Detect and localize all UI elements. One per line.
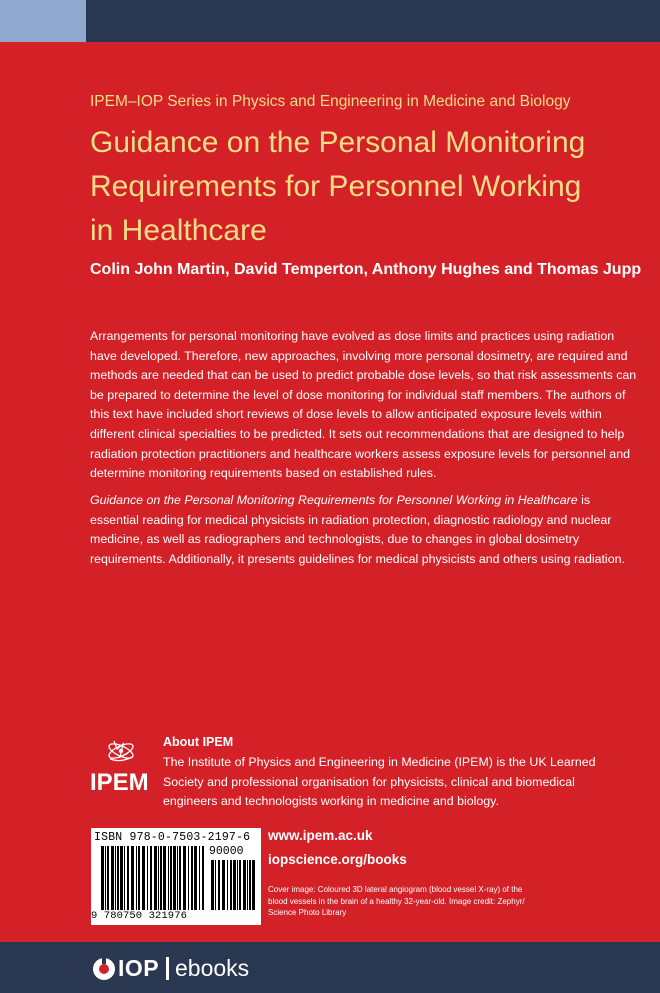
barcode-bar <box>243 860 246 910</box>
barcode-bar <box>150 846 152 910</box>
barcode-bar <box>115 846 116 910</box>
barcode-digits: 9 780750 321976 <box>91 910 188 922</box>
description-paragraph-2 <box>90 491 642 569</box>
barcode-bar <box>163 846 166 910</box>
description-paragraph-1: Arrangements for personal monitoring have evolved as dose limits and practices using radiation have developed. Therefore, new approaches, involving more personal dosimetry, are required and methods are needed that can be used to predict probable dose levels, so that risk assessments can be prepared to determine the level of dose monitoring for individual staff members. The authors of this text have included short reviews of dose levels to allow anticipated exposure levels within different clinical specialties to be predicted. It sets out recommendations that are designed to help radiation protection practitioners and healthcare workers assess exposure levels for personnel and determine monitoring requirements based on established rules. <box>90 329 637 481</box>
ipem-website-link[interactable]: www.ipem.ac.uk <box>268 828 373 843</box>
book-title-italic: Guidance on the Personal Monitoring Requirements for Personnel Working in Healthcare <box>90 493 578 507</box>
ipem-logo-text: IPEM <box>90 769 149 795</box>
barcode-bar <box>117 846 119 910</box>
barcode-bar <box>105 846 106 910</box>
barcode-bar <box>160 846 162 910</box>
barcode-bar <box>252 860 255 910</box>
top-band-light <box>0 0 86 42</box>
barcode-bar <box>249 860 251 910</box>
about-text: The Institute of Physics and Engineering in Medicine (IPEM) is the UK Learned Society and professional organisation for physicists, clinical and biomedical engineers and technologists working in medicine and biology. <box>163 755 596 809</box>
barcode-bar <box>194 846 197 910</box>
barcode-bar <box>147 846 148 910</box>
barcode-bar <box>215 860 216 910</box>
barcode-bar <box>188 846 189 910</box>
barcode-bar <box>247 860 248 910</box>
barcode-bar <box>136 846 137 910</box>
barcode-bar <box>111 846 114 910</box>
title-line: in Healthcare <box>90 214 267 247</box>
book-title <box>90 121 630 253</box>
barcode-bar <box>127 846 129 910</box>
barcode-bar <box>120 846 123 910</box>
barcode-bar <box>191 846 193 910</box>
iopscience-link[interactable]: iopscience.org/books <box>268 852 407 867</box>
series-name: IPEM–IOP Series in Physics and Engineering in Medicine and Biology <box>90 93 571 110</box>
barcode-bar <box>170 846 172 910</box>
ebooks-wordmark: ebooks <box>175 955 250 981</box>
description-paragraph-2-text: is essential reading for medical physicists in radiation protection, diagnostic radiology and nuclear medicine, as well as radiographers and technologists, due to changes in global dosimetry requirements. Additionally, it presents guidelines for medical physicists and others using radiation. <box>90 493 625 566</box>
barcode-bar <box>202 846 204 910</box>
barcode-bar <box>158 846 159 910</box>
title-line: Guidance on the Personal Monitoring <box>90 126 586 159</box>
barcode-bar <box>177 846 178 910</box>
isbn-label: ISBN 978-0-7503-2197-6 <box>94 831 251 844</box>
barcode-bar <box>124 846 125 910</box>
barcode-bar <box>179 846 181 910</box>
title-line: Requirements for Personnel Working <box>90 170 582 203</box>
barcode-bar <box>142 846 145 910</box>
barcode-bar <box>218 860 220 910</box>
authors: Colin John Martin, David Temperton, Anthony Hughes and Thomas Jupp <box>90 261 642 278</box>
cover-image-credit: Cover image: Coloured 3D lateral angiogram (blood vessel X-ray) of the blood vessels in the brain of a healthy 32-year-old. Image credit: Zephyr/ Science Photo Library <box>268 885 525 917</box>
barcode-bar <box>237 860 238 910</box>
barcode-bar <box>230 860 232 910</box>
barcode-addon-number: 90000 <box>209 845 244 858</box>
barcode-bar <box>138 846 140 910</box>
barcode-bar <box>154 846 157 910</box>
barcode-bar <box>211 860 214 910</box>
barcode-bar <box>183 846 186 910</box>
iop-wordmark: IOP <box>118 955 160 981</box>
barcode-bar <box>199 846 200 910</box>
barcode-bar <box>233 860 236 910</box>
ipem-logo <box>90 733 152 795</box>
barcode-bar <box>101 846 104 910</box>
about-heading: About IPEM <box>163 735 234 749</box>
ipem-logo-icon <box>90 733 152 795</box>
barcode-bar <box>131 846 134 910</box>
top-band-dark <box>86 0 660 42</box>
barcode-bar <box>173 846 176 910</box>
barcode-addon-bars <box>211 860 257 910</box>
footer-divider <box>166 957 169 980</box>
barcode-bar <box>107 846 109 910</box>
isbn-barcode <box>91 828 261 925</box>
barcode-bar <box>227 860 228 910</box>
barcode-bars <box>101 846 207 910</box>
barcode-bar <box>222 860 225 910</box>
barcode-bar <box>168 846 169 910</box>
barcode-bar <box>239 860 241 910</box>
iop-logo-icon <box>92 957 116 981</box>
